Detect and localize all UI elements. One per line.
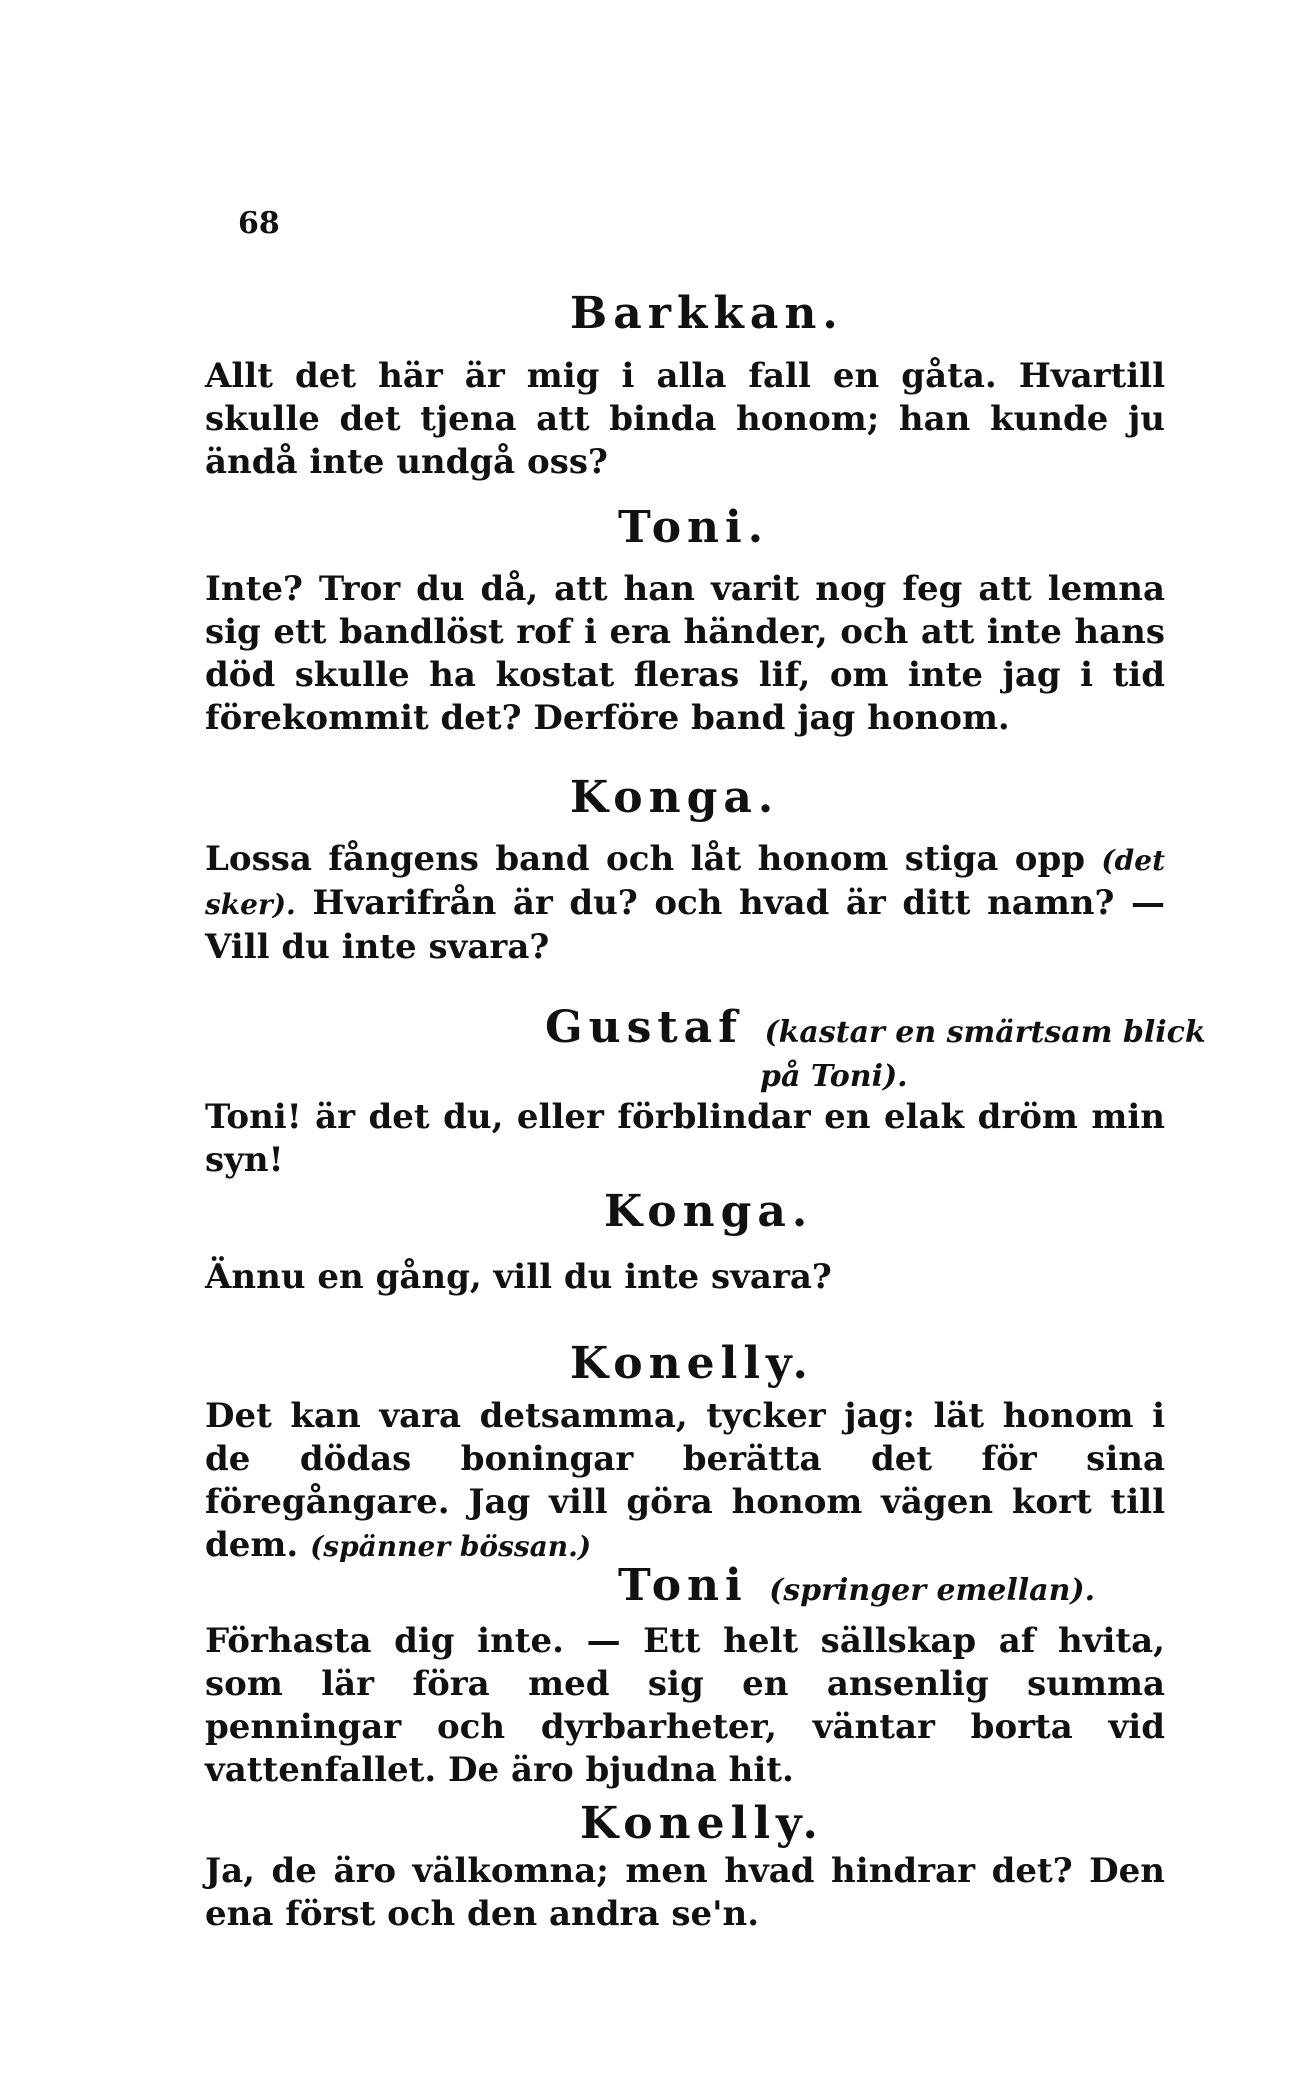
stage-direction-continuation bbox=[760, 1046, 908, 1097]
stage-direction: (kastar en smärtsam blick bbox=[764, 1015, 1206, 1050]
speaker-name: Barkkan. bbox=[570, 288, 844, 339]
speech-paragraph: Ja, de äro välkomna; men hvad hindrar det? Den ena först och den andra se'n. bbox=[205, 1851, 1165, 1934]
stage-direction: (springer emellan). bbox=[769, 1573, 1096, 1608]
stage-direction: (spänner bössan.) bbox=[310, 1530, 592, 1563]
speech-paragraph: Ännu en gång, vill du inte svara? bbox=[205, 1257, 832, 1297]
speech-paragraph bbox=[205, 1395, 1165, 1568]
stage-direction: på Toni). bbox=[760, 1059, 908, 1094]
speech-paragraph: Förhasta dig inte. — Ett helt sällskap af hvita, som lär föra med sig en ansenlig summa penningar och dyrbarheter, väntar borta vid vattenfallet. De äro bjudna hit. bbox=[205, 1621, 1165, 1790]
speech-paragraph bbox=[205, 838, 1165, 969]
speaker-name: Konga. bbox=[604, 1186, 814, 1237]
speaker-line bbox=[618, 1560, 1095, 1611]
speech-text: Lossa fångens band och låt honom stiga opp bbox=[205, 839, 1085, 879]
speaker-name: Konelly. bbox=[580, 1798, 824, 1849]
speech-paragraph: Allt det här är mig i alla fall en gåta. Hvartill skulle det tjena att binda honom; han kunde ju ändå inte undgå oss? bbox=[205, 356, 1165, 482]
speaker-name: Toni. bbox=[618, 502, 770, 553]
speaker-name: Toni bbox=[618, 1560, 748, 1611]
speech-paragraph: Inte? Tror du då, att han varit nog feg att lemna sig ett bandlöst rof i era händer, och att inte hans död skulle ha kostat fleras lif, om inte jag i tid förekommit det? Derföre band jag honom. bbox=[205, 569, 1165, 738]
speech-paragraph: Toni! är det du, eller förblindar en elak dröm min syn! bbox=[205, 1097, 1165, 1180]
speaker-name: Gustaf bbox=[545, 1002, 744, 1053]
speech-text: Hvarifrån är du? och hvad är ditt namn? — Vill du inte svara? bbox=[205, 883, 1166, 967]
stage-direction: (det sker). bbox=[205, 844, 1165, 921]
speaker-name: Konelly. bbox=[570, 1338, 814, 1389]
speaker-name: Konga. bbox=[570, 772, 780, 823]
speech-text: Det kan vara detsamma, tycker jag: lät honom i de dödas boningar berätta det för sina föregångare. Jag vill göra honom vägen kort till dem. bbox=[205, 1396, 1165, 1565]
page-number: 68 bbox=[238, 206, 280, 241]
